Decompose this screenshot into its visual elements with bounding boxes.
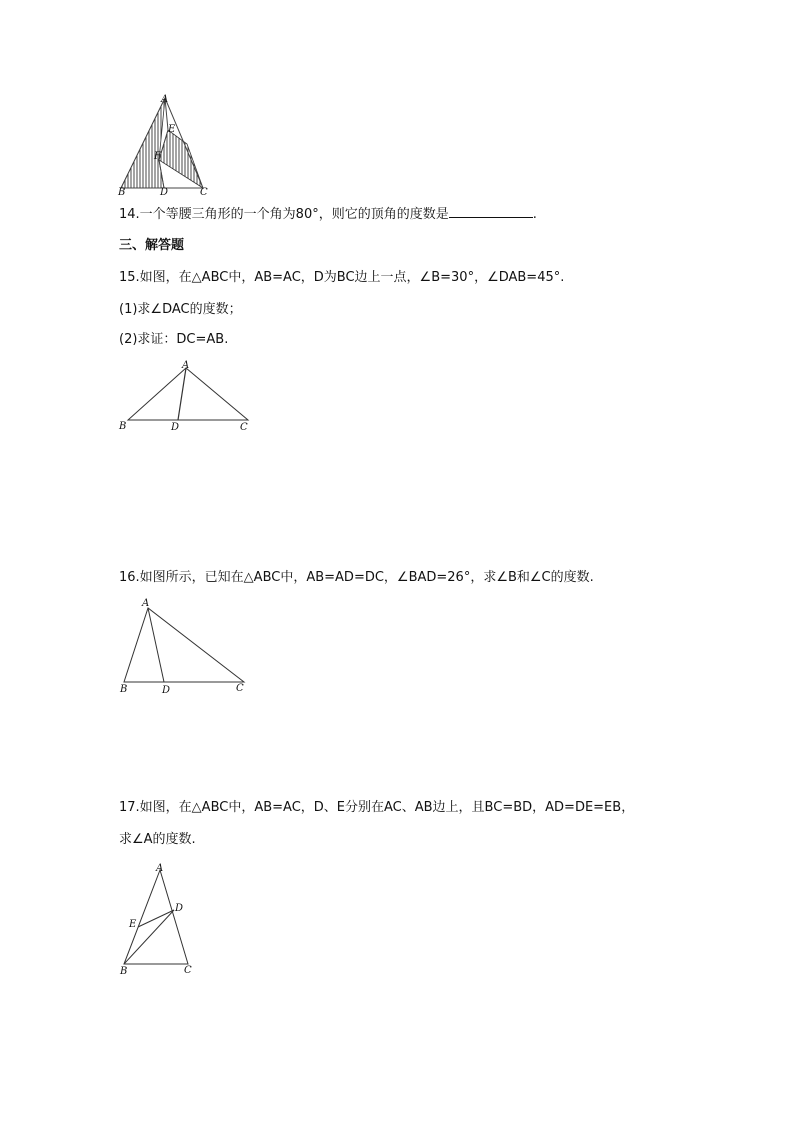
question-15-stem: 15.如图，在△ABC中，AB=AC，D为BC边上一点，∠B=30°，∠DAB=45°.	[119, 270, 565, 285]
fig16-label-d: D	[162, 685, 171, 696]
answer-blank[interactable]	[449, 205, 533, 218]
figure-17	[116, 860, 200, 978]
fig16-label-b: B	[120, 684, 128, 695]
fig17-triangle	[124, 870, 188, 964]
fig17-label-c: C	[184, 965, 192, 976]
fig16-label-c: C	[236, 683, 244, 694]
fig17-label-d: D	[175, 903, 184, 914]
question-17-line-1: 17.如图，在△ABC中，AB=AC，D、E分别在AC、AB边上，且BC=BD，AD=DE=EB，	[119, 800, 635, 815]
fig13-label-a: A	[161, 94, 169, 105]
figure-15	[116, 358, 256, 436]
fig13-label-c: C	[200, 187, 208, 198]
question-14-text: 14.一个等腰三角形的一个角为80°，则它的顶角的度数是	[119, 207, 449, 222]
question-15-part-2: (2)求证：DC=AB.	[119, 332, 229, 347]
question-17-line-2: 求∠A的度数.	[119, 832, 196, 847]
fig15-triangle	[128, 368, 248, 420]
fig17-label-e: E	[129, 919, 137, 930]
question-14-end: .	[532, 207, 537, 222]
fig15-label-c: C	[240, 422, 248, 433]
fig15-label-a: A	[182, 360, 190, 371]
question-14	[119, 205, 537, 224]
fig17-label-b: B	[120, 966, 128, 977]
question-15-part-1: (1)求∠DAC的度数；	[119, 302, 242, 317]
question-16-stem: 16.如图所示，已知在△ABC中，AB=AD=DC，∠BAD=26°，求∠B和∠C的度数.	[119, 570, 594, 585]
figure-16	[116, 594, 252, 698]
fig13-label-d: D	[160, 187, 169, 198]
fig15-label-d: D	[171, 422, 180, 433]
section-heading: 三、解答题	[119, 238, 185, 253]
fig15-segment-ad	[178, 368, 186, 420]
fig17-label-a: A	[156, 863, 164, 874]
fig15-label-b: B	[119, 421, 127, 432]
fig13-label-b: B	[118, 187, 126, 198]
figure-13	[112, 92, 216, 198]
fig13-label-f: F	[154, 151, 161, 162]
fig16-label-a: A	[142, 598, 150, 609]
fig13-label-e: E	[168, 124, 176, 135]
fig16-triangle	[124, 608, 244, 682]
